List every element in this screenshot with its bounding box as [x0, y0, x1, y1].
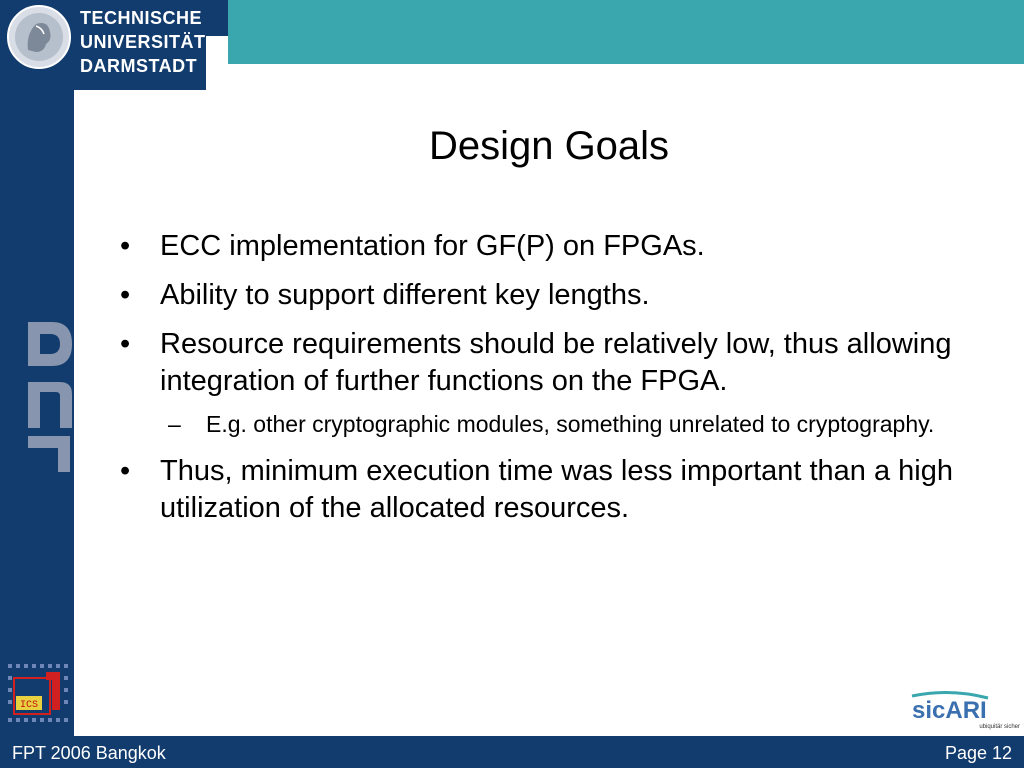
header-teal-bar — [228, 0, 1024, 64]
sub-bullet-marker: – — [168, 411, 181, 437]
bullet-text: Ability to support different key lengths. — [160, 279, 650, 311]
bullet-marker: • — [120, 328, 131, 360]
bullet-list — [120, 228, 990, 539]
university-name-line-2: UNIVERSITÄT — [80, 32, 206, 52]
university-name — [80, 6, 206, 78]
sicari-tagline: ubiquitär sicher — [979, 724, 1020, 730]
sub-bullet-text: E.g. other cryptographic modules, something unrelated to cryptography. — [206, 411, 935, 437]
university-name-line-1: TECHNISCHE — [80, 8, 203, 28]
tud-logo-text: TUD — [20, 318, 23, 319]
sicari-logo-text: sicARI — [912, 697, 987, 724]
bullet-item — [120, 453, 990, 527]
university-seal-logo — [6, 4, 72, 70]
university-name-line-3: DARMSTADT — [80, 56, 198, 76]
bullet-item — [120, 277, 990, 314]
footer-page-number: Page 12 — [944, 743, 1012, 763]
bullet-text: Thus, minimum execution time was less important than a high utilization of the allocated resources. — [160, 455, 954, 524]
bullet-marker: • — [120, 455, 131, 487]
bullet-marker: • — [120, 279, 131, 311]
ics-logo-text: ICS — [19, 700, 39, 711]
ics-logo — [6, 662, 70, 724]
bullet-marker: • — [120, 230, 131, 262]
footer-event: FPT 2006 Bangkok — [12, 743, 166, 763]
sub-bullet-item — [168, 408, 990, 441]
bullet-item — [120, 326, 990, 400]
bullet-item — [120, 228, 990, 265]
bullet-text: ECC implementation for GF(P) on FPGAs. — [160, 230, 705, 262]
sicari-logo — [910, 690, 1022, 730]
tud-logo — [20, 318, 76, 474]
bullet-text: Resource requirements should be relatively low, thus allowing integration of further functions on the FPGA. — [160, 328, 952, 397]
slide-title: Design Goals — [428, 124, 670, 168]
footer-bar — [0, 736, 1024, 768]
